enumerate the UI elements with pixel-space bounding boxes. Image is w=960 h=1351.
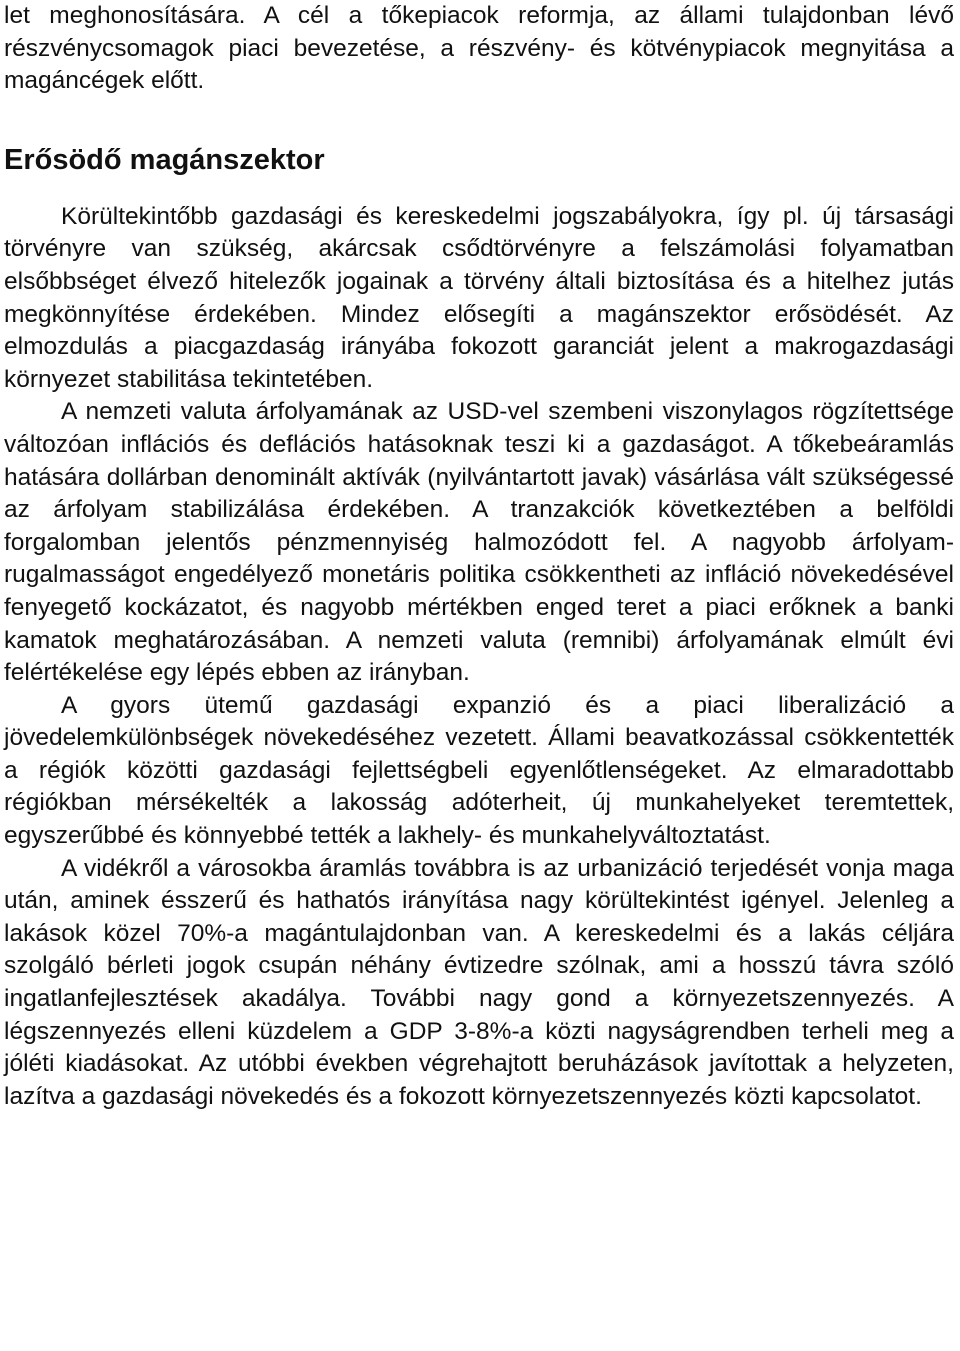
document-page [4,0,954,1113]
body-paragraph-4: A vidékről a városokba áramlás továbbra is az urbanizáció terjedését vonja maga után, aminek ésszerű és hathatós irányítása nagy körültekintést igényel. Jelenleg a lakások közel 70%-a magántulajdonban van. A kereskedelmi és a lakás céljára szolgáló bérleti jogok csupán néhány évtizedre szólnak, ami a hosszú távra szóló ingatlanfejlesztések akadálya. További nagy gond a környezetszennyezés. A légszennyezés elleni küzdelem a GDP 3-8%-a közti nagyságrendben terheli meg a jóléti kiadásokat. Az utóbbi években végrehajtott beruházások javítottak a helyzeten, lazítva a gazdasági növekedés és a fokozott környezetszennyezés közti kapcsolatot. [4,854,954,1110]
section-heading: Erősödő magánszektor [4,143,325,176]
body-paragraph-1: Körültekintőbb gazdasági és kereskedelmi jogszabályokra, így pl. új társasági törvényre van szükség, akárcsak csődtörvényre a felszámolási folyamatban elsőbbséget élvező hitelezők jogainak a törvény általi biztosítása és a hitelhez jutás megkönnyítése érdekében. Mindez elősegíti a magánszektor erősödését. Az elmozdulás a piacgazdaság irányába fokozott garanciát jelent a makrogazdasági környezet stabilitása tekintetében. [4,202,954,393]
body-paragraph-2: A nemzeti valuta árfolyamának az USD-vel szembeni viszonylagos rögzítettsége változóan inflációs és deflációs hatásoknak teszi ki a gazdaságot. A tőkebeáramlás hatására dollárban denominált aktívák (nyilvántartott javak) vásárlása vált szükségessé az árfolyam stabilizálása érdekében. A tranzakciók következtében a belföldi forgalomban jelentős pénzmennyiség halmozódott fel. A nagyobb árfolyam-rugalmasságot engedélyező monetáris politika csökkentheti az infláció növekedésével fenyegető kockázatot, és nagyobb mértékben enged teret a piaci erőknek a banki kamatok meghatározásában. A nemzeti valuta (remnibi) árfolyamának elmúlt évi felértékelése egy lépés ebben az irányban. [4,398,954,687]
body-paragraph-3: A gyors ütemű gazdasági expanzió és a piaci liberalizáció a jövedelemkülönbségek növekedéséhez vezetett. Állami beavatkozással csökkentették a régiók közötti gazdasági fejlettségbeli egyenlőtlenségeket. Az elmaradottabb régiókban mérsékelték a lakosság adóterheit, új munkahelyeket teremtettek, egyszerűbbé és könnyebbé tették a lakhely- és munkahelyváltoztatást. [4,691,954,850]
intro-paragraph: let meghonosítására. A cél a tőkepiacok reformja, az állami tulajdonban lévő részvénycsomagok piaci bevezetése, a részvény- és kötvénypiacok megnyitása a magáncégek előtt. [4,2,954,95]
